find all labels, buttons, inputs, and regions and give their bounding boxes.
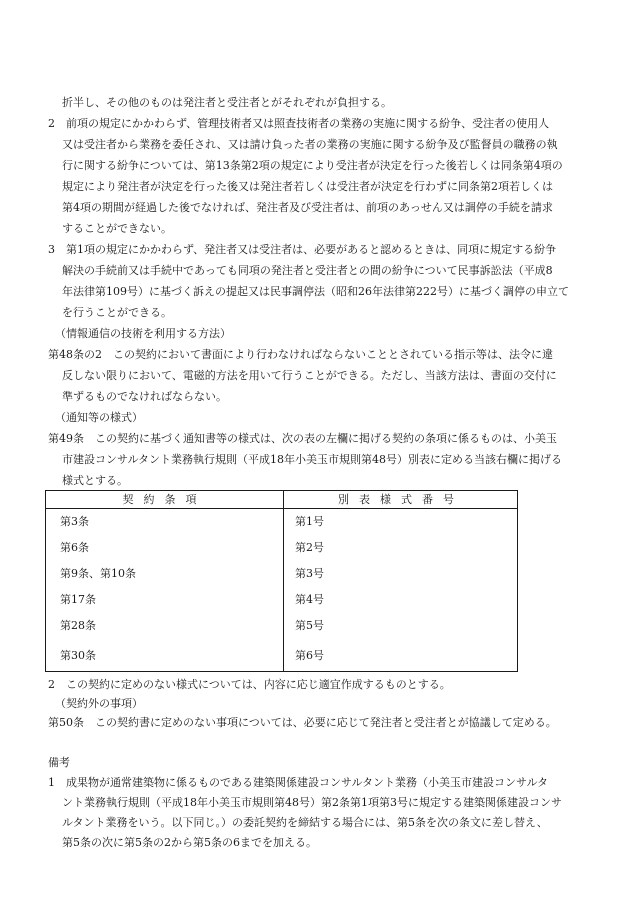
text-line: 又は受注者から業務を委任され、又は請け負った者の業務の実施に関する紛争及び監督員の職務の執 [62,138,558,151]
table-header-form: 別表様式番号 [338,493,464,506]
section-heading: （通知等の様式） [55,411,143,424]
text-line: 3 第1項の規定にかかわらず、発注者又は受注者は、必要があると認めるときは、同項に規定する紛争 [48,243,557,256]
table-header-article: 契約条項 [122,493,207,506]
text-line: 折半し、その他のものは発注者と受注者とがそれぞれが負担する。 [62,96,392,109]
text-line: を行うことができる。 [62,306,172,319]
text-line: 様式とする。 [62,474,128,487]
table-cell-article: 第28条 [60,619,96,632]
article-line: 第50条 この契約書に定めのない事項については、必要に応じて発注者と受注者とが協議して定める。 [48,716,557,729]
form-table [45,490,518,672]
table-cell-article: 第9条、第10条 [60,567,136,580]
table-cell-form: 第2号 [295,541,324,554]
table-cell-article: 第3条 [60,515,89,528]
text-line: ント業務執行規則（平成18年小美玉市規則第48号）第2条第1項第3号に規定する建築関係建設コンサ [62,796,562,809]
text-line: 第4項の期間が経過した後でなければ、発注者及び受注者は、前項のあっせん又は調停の手続を請求 [62,201,553,214]
text-line: ルタント業務をいう。以下同じ。）の委託契約を締結する場合には、第5条を次の条文に差し替え、 [62,816,548,829]
section-heading: （情報通信の技術を利用する方法） [55,327,231,340]
table-cell-form: 第5号 [295,619,324,632]
text-line: することができない。 [62,222,172,235]
table-header-rule [46,508,517,509]
table-cell-form: 第3号 [295,567,324,580]
text-line: 規定により発注者が決定を行った後又は発注者若しくは受注者が決定を行わずに同条第2項若しくは [62,180,553,193]
text-line: 行に関する紛争については、第13条第2項の規定により受注者が決定を行った後若しくは同条第4項の [62,159,563,172]
article-line: 第48条の2 この契約において書面により行わなければならないこととされている指示等は、法令に違 [48,348,553,361]
notes-heading: 備考 [48,756,70,769]
text-line: 反しない限りにおいて、電磁的方法を用いて行うことができる。ただし、当該方法は、書面の交付に [62,369,557,382]
text-line: 市建設コンサルタント業務執行規則（平成18年小美玉市規則第48号）別表に定める当該右欄に掲げる [62,453,563,466]
table-cell-article: 第6条 [60,541,89,554]
table-divider [283,491,284,671]
text-line: 準ずるものでなければならない。 [62,390,227,403]
table-cell-form: 第1号 [295,515,324,528]
text-line: 第5条の次に第5条の2から第5条の6までを加える。 [62,836,317,849]
text-line: 2 前項の規定にかかわらず、管理技術者又は照査技術者の業務の実施に関する紛争、受注者の使用人 [48,117,550,130]
table-cell-form: 第6号 [295,649,324,662]
section-heading: （契約外の事項） [55,697,143,710]
table-cell-article: 第17条 [60,593,96,606]
text-line: 2 この契約に定めのない様式については、内容に応じ適宜作成するものとする。 [48,678,451,691]
table-cell-article: 第30条 [60,649,96,662]
article-line: 第49条 この契約に基づく通知書等の様式は、次の表の左欄に掲げる契約の条項に係るものは、小美玉 [48,432,557,445]
text-line: 解決の手続前又は手続中であっても同項の発注者と受注者との間の紛争について民事訴訟法（平成8 [62,264,553,277]
table-cell-form: 第4号 [295,593,324,606]
text-line: 1 成果物が通常建築物に係るものである建築関係建設コンサルタント業務（小美玉市建設コンサルタ [48,776,549,789]
text-line: 年法律第109号）に基づく訴えの提起又は民事調停法（昭和26年法律第222号）に基づく調停の申立て [62,285,569,298]
